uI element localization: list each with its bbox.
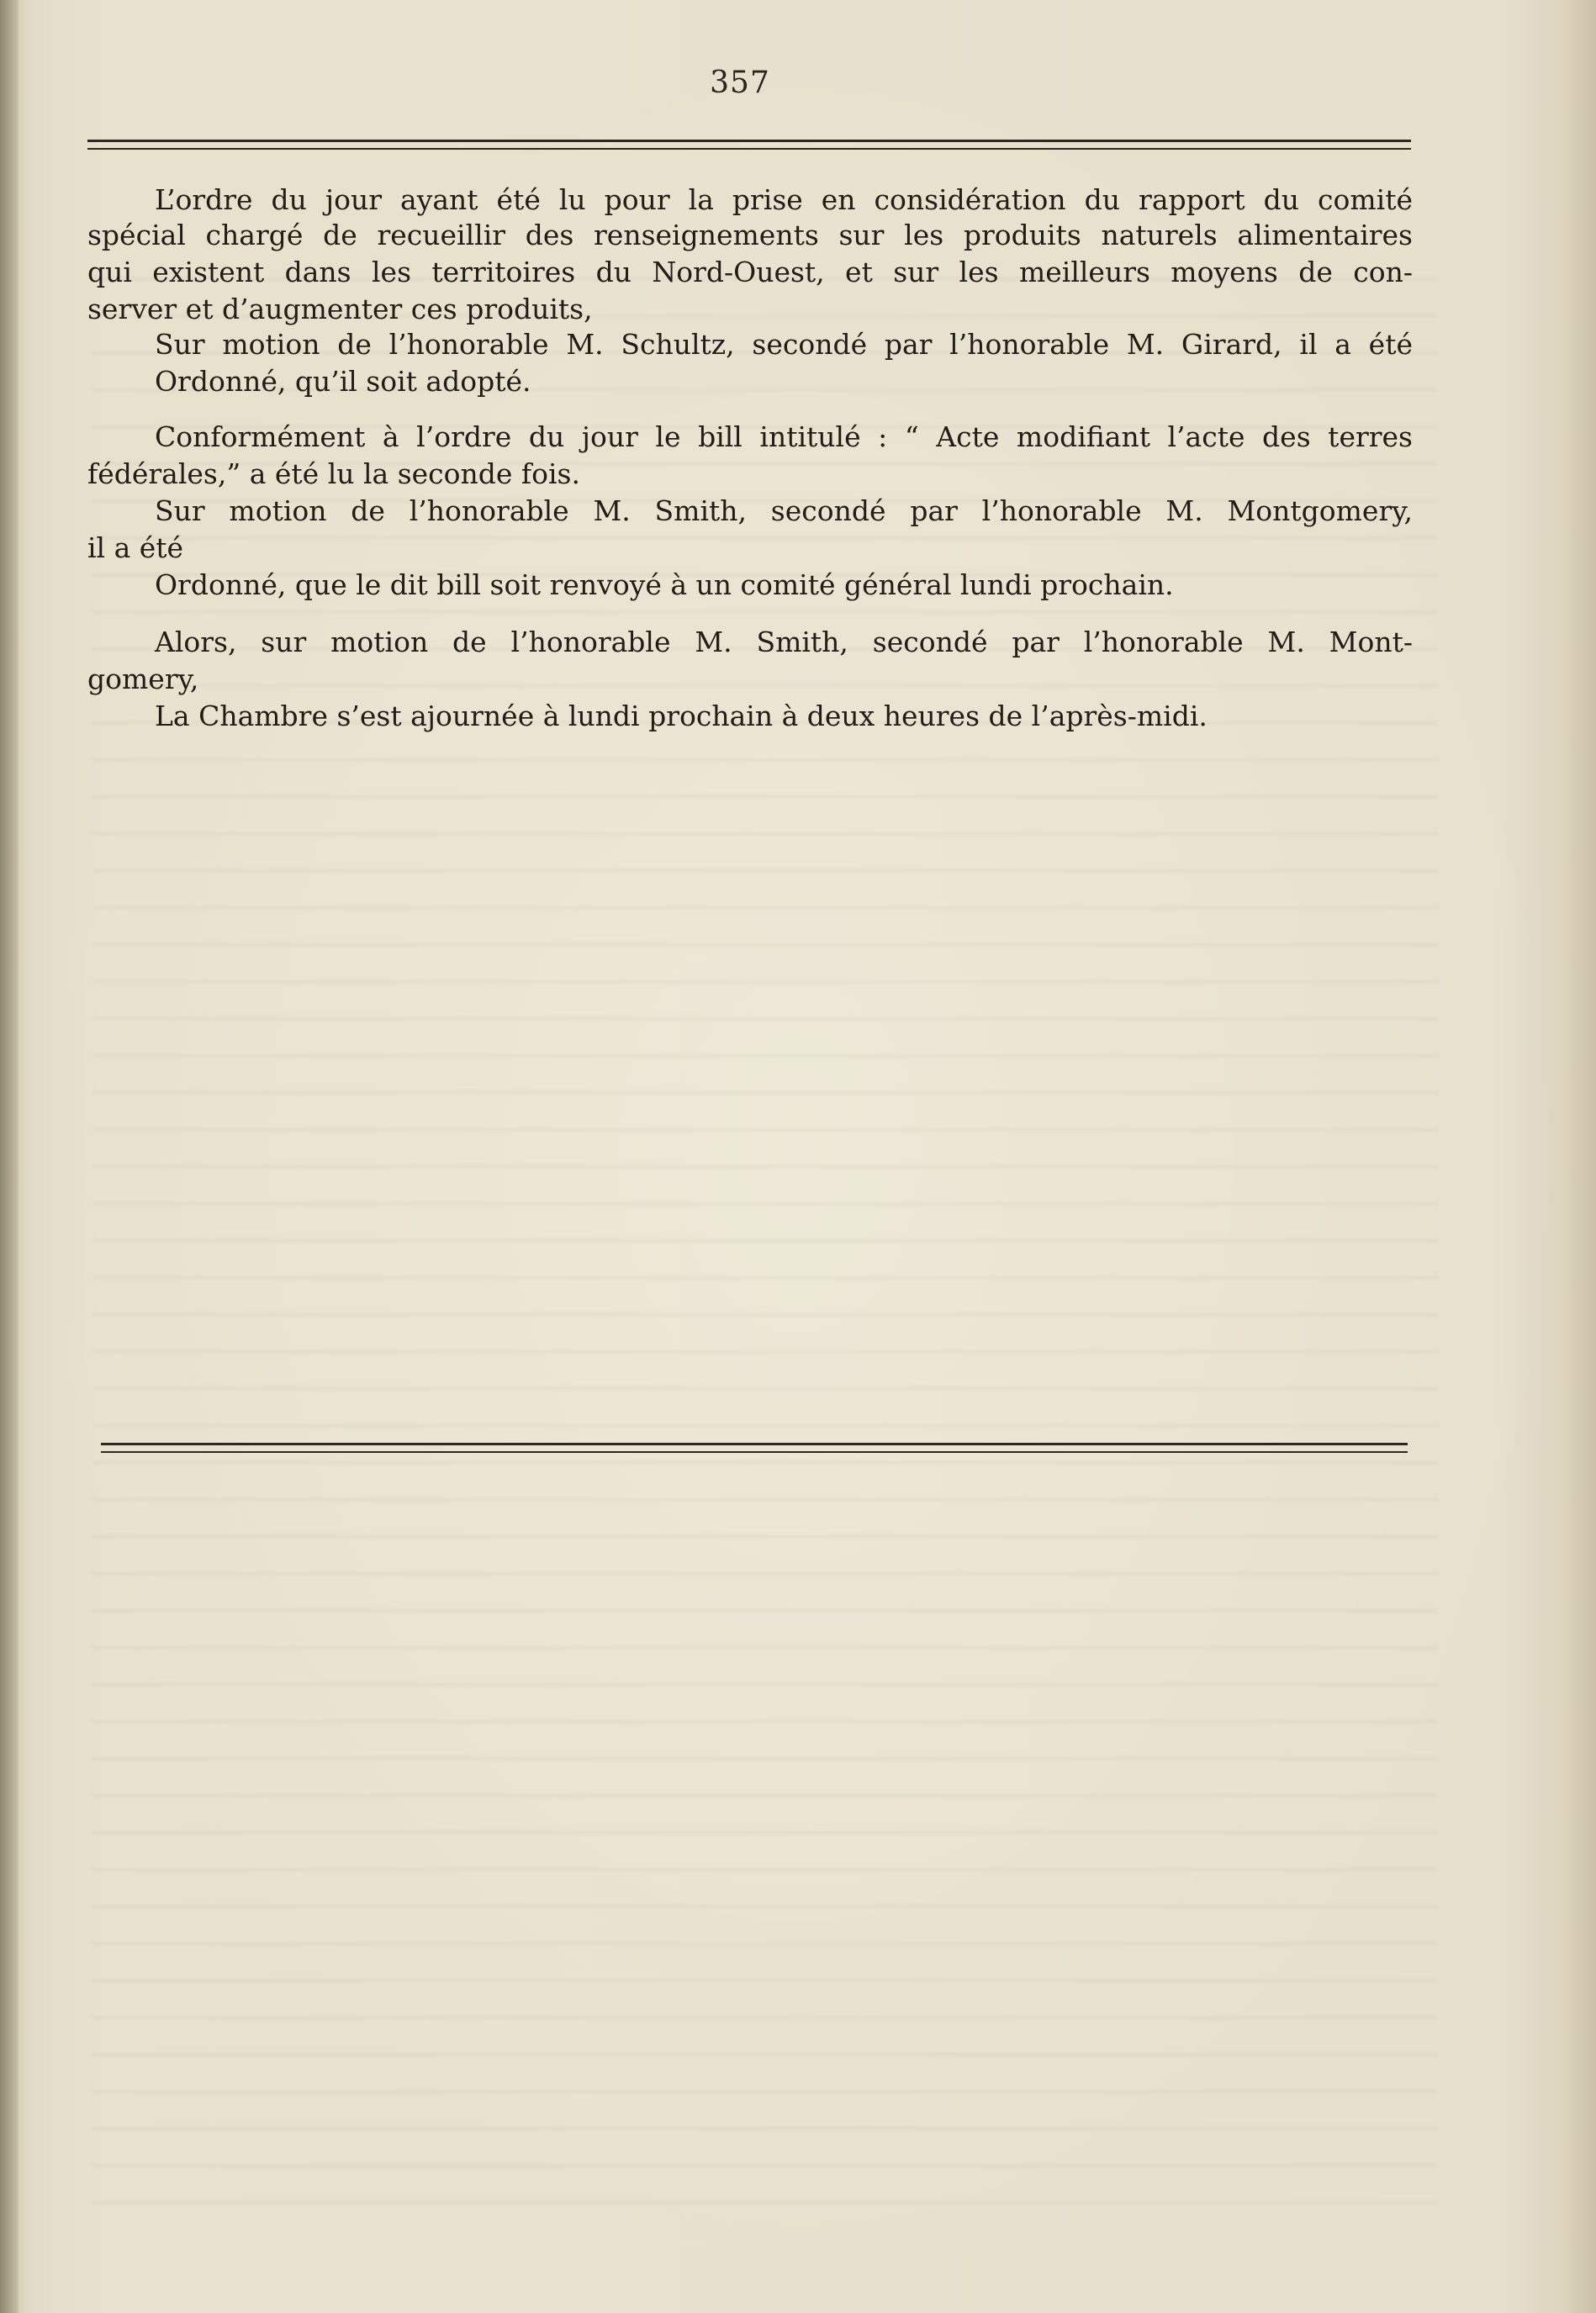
bill-second-reading-line-1: Conformément à l’ordre du jour le bill intitulé : “ Acte modifiant l’acte des terres [155,420,1413,453]
paragraph-order-of-day-line-2: spécial chargé de recueillir des renseignements sur les produits naturels alimentaires [87,219,1413,251]
footer-rule-bottom [101,1451,1408,1453]
motion-smith-line-1: Sur motion de l’honorable M. Smith, secondé par l’honorable M. Montgomery, [155,494,1413,527]
header-rule-bottom [87,148,1411,150]
binding-shadow [0,0,18,2313]
adjournment-motion-line-1: Alors, sur motion de l’honorable M. Smith, secondé par l’honorable M. Mont- [155,626,1413,658]
ordered-committee-line: Ordonné, que le dit bill soit renvoyé à un comité général lundi prochain. [155,568,1174,601]
paragraph-order-of-day-line-3: qui existent dans les territoires du Nord-Ouest, et sur les meilleurs moyens de con- [87,256,1413,288]
header-rule-top [87,140,1411,142]
show-through-texture [92,277,1438,2211]
bill-second-reading-line-2: fédérales,” a été lu la seconde fois. [87,457,580,490]
motion-smith-line-2: il a été [87,531,184,564]
page-number: 357 [710,66,770,100]
adjournment-motion-line-2: gomery, [87,663,199,695]
motion-schultz-line: Sur motion de l’honorable M. Schultz, secondé par l’honorable M. Girard, il a été [155,328,1413,361]
chamber-adjourned-line: La Chambre s’est ajournée à lundi prochain à deux heures de l’après-midi. [155,700,1208,732]
ordered-adopted-line: Ordonné, qu’il soit adopté. [155,365,531,398]
paragraph-order-of-day-line-4: server et d’augmenter ces produits, [87,293,593,325]
paragraph-order-of-day-line-1: L’ordre du jour ayant été lu pour la prise en considération du rapport du comité [155,183,1413,216]
footer-rule-top [101,1443,1408,1445]
